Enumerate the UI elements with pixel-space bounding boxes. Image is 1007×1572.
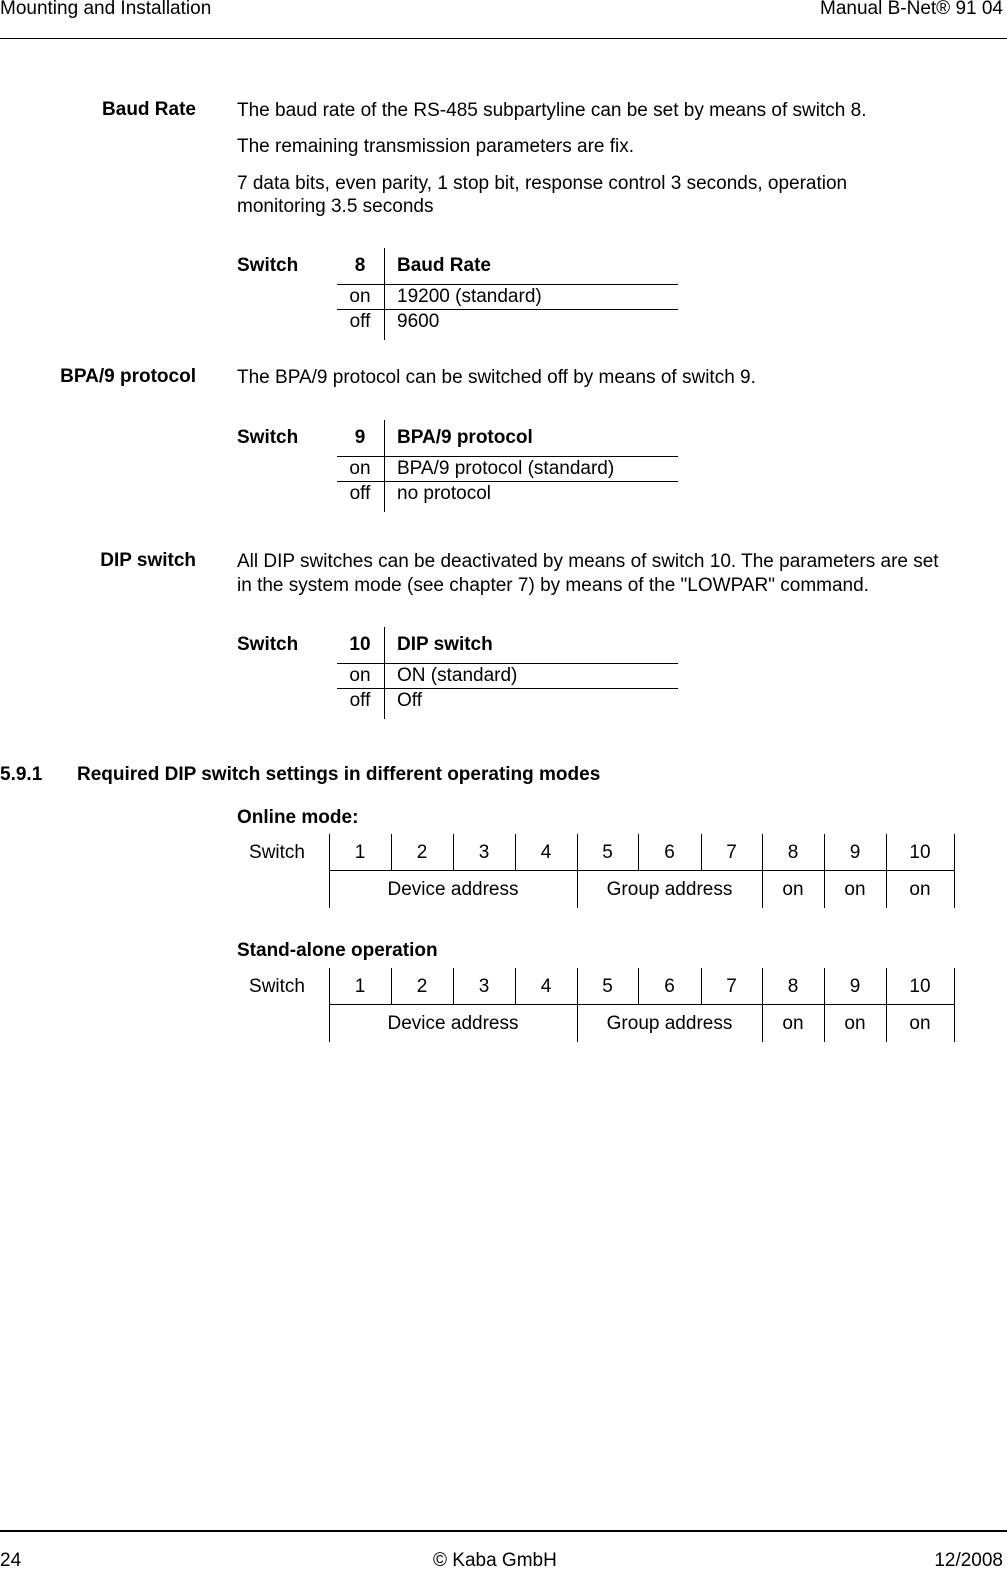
table-header-cell: 1	[354, 842, 366, 863]
device-address-cell: Device address	[387, 1013, 519, 1034]
table-divider	[384, 248, 385, 340]
table-header-cell: 2	[416, 842, 428, 863]
dip-switch-label: DIP switch	[100, 550, 196, 571]
switch-9-value: on	[844, 879, 866, 900]
standalone-table	[225, 968, 955, 1042]
table-header-cell: 8	[787, 976, 799, 997]
table-header-switch: Switch	[237, 427, 299, 448]
table-header-number: 9	[354, 427, 366, 448]
table-header-cell: 7	[726, 842, 737, 863]
footer-copyright: © Kaba GmbH	[433, 1550, 557, 1571]
table-header-cell: 2	[416, 976, 428, 997]
header-left: Mounting and Installation	[0, 0, 212, 19]
standalone-title: Stand-alone operation	[237, 940, 438, 961]
table-rule	[337, 284, 678, 285]
group-address-cell: Group address	[606, 879, 733, 900]
table-cell-state: off	[349, 690, 371, 711]
table-header-cell: 6	[664, 976, 675, 997]
table-rule	[337, 456, 678, 457]
table-cell-state: on	[349, 458, 371, 479]
dip-switch-p1-line1: All DIP switches can be deactivated by means of switch 10. The parameters are set	[237, 551, 939, 572]
switch-8-value: on	[782, 879, 804, 900]
baud-rate-table	[237, 248, 678, 340]
online-mode-title: Online mode:	[237, 807, 359, 828]
dip-switch-p1-line2: in the system mode (see chapter 7) by means of the "LOWPAR" command.	[237, 575, 869, 596]
table-cell-value: ON (standard)	[397, 665, 518, 686]
online-mode-table	[225, 834, 955, 908]
table-header-cell: 7	[726, 976, 737, 997]
table-header-switch: Switch	[249, 976, 305, 997]
table-rule	[337, 481, 678, 482]
table-rule	[337, 663, 678, 664]
table-header-switch: Switch	[237, 255, 299, 276]
header-rule	[0, 38, 1007, 39]
table-header-cell: 1	[354, 976, 366, 997]
bpa9-table	[237, 420, 678, 512]
footer-rule	[0, 1530, 1007, 1532]
table-header-cell: 10	[909, 842, 931, 863]
table-cell-value: no protocol	[397, 483, 492, 504]
table-rule	[329, 870, 955, 871]
table-divider	[384, 627, 385, 719]
table-rule	[337, 688, 678, 689]
table-rule	[337, 309, 678, 310]
table-header-number: 10	[349, 634, 371, 655]
table-rule	[329, 1004, 955, 1005]
table-cell-value: 9600	[397, 311, 440, 332]
table-header-cell: 6	[664, 842, 675, 863]
table-header-cell: 5	[602, 842, 613, 863]
header-right: Manual B-Net® 91 04	[820, 0, 1003, 19]
table-header-cell: 4	[540, 976, 552, 997]
table-cell-state: off	[349, 483, 371, 504]
table-header-title: BPA/9 protocol	[397, 427, 533, 448]
table-header-title: Baud Rate	[397, 255, 491, 276]
table-header-switch: Switch	[249, 842, 305, 863]
switch-8-value: on	[782, 1013, 804, 1034]
table-cell-value: Off	[397, 690, 422, 711]
switch-10-value: on	[909, 1013, 931, 1034]
table-header-number: 8	[354, 255, 366, 276]
group-address-cell: Group address	[606, 1013, 733, 1034]
table-cell-state: off	[349, 311, 371, 332]
footer-date: 12/2008	[934, 1550, 1003, 1571]
baud-rate-label: Baud Rate	[102, 99, 196, 120]
table-header-cell: 8	[787, 842, 799, 863]
table-cell-state: on	[349, 286, 371, 307]
device-address-cell: Device address	[387, 879, 519, 900]
baud-rate-p3-line2: monitoring 3.5 seconds	[237, 196, 434, 217]
table-header-title: DIP switch	[397, 634, 493, 655]
table-cell-value: BPA/9 protocol (standard)	[397, 458, 615, 479]
table-divider	[954, 834, 955, 908]
table-header-cell: 10	[909, 976, 931, 997]
bpa9-label: BPA/9 protocol	[60, 366, 196, 387]
table-header-cell: 3	[478, 976, 490, 997]
dip-switch-table	[237, 627, 678, 719]
table-cell-state: on	[349, 665, 371, 686]
bpa9-p1: The BPA/9 protocol can be switched off by means of switch 9.	[237, 367, 756, 388]
table-cell-value: 19200 (standard)	[397, 286, 542, 307]
baud-rate-p3-line1: 7 data bits, even parity, 1 stop bit, response control 3 seconds, operation	[237, 173, 848, 194]
table-divider	[384, 420, 385, 512]
table-header-cell: 9	[849, 976, 861, 997]
table-header-cell: 3	[478, 842, 490, 863]
table-header-cell: 9	[849, 842, 861, 863]
section-number: 5.9.1	[0, 764, 43, 785]
table-header-switch: Switch	[237, 634, 299, 655]
switch-10-value: on	[909, 879, 931, 900]
section-title: Required DIP switch settings in different operating modes	[77, 764, 601, 785]
table-header-cell: 5	[602, 976, 613, 997]
table-divider	[954, 968, 955, 1042]
switch-9-value: on	[844, 1013, 866, 1034]
baud-rate-p2: The remaining transmission parameters are fix.	[237, 136, 635, 157]
table-header-cell: 4	[540, 842, 552, 863]
footer-page-number: 24	[0, 1550, 22, 1571]
baud-rate-p1: The baud rate of the RS-485 subpartyline can be set by means of switch 8.	[237, 100, 867, 121]
